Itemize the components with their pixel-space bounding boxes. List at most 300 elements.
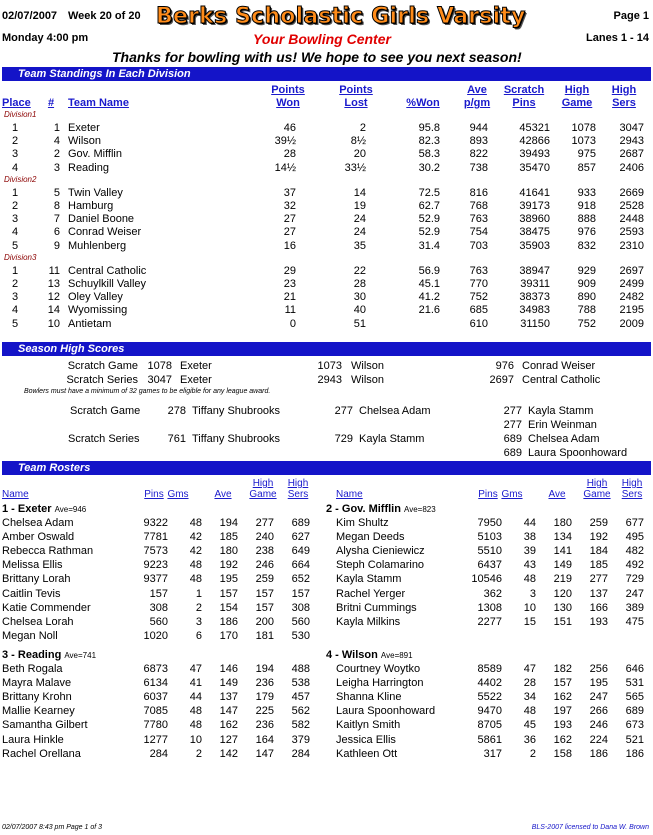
player-high-game: 157 xyxy=(255,601,274,614)
standings-row xyxy=(0,304,653,317)
player-high-series: 530 xyxy=(291,629,310,642)
player-high-series: 488 xyxy=(291,663,310,675)
standings-row xyxy=(0,278,653,291)
high-game: 832 xyxy=(577,239,596,252)
standings-row xyxy=(0,318,653,331)
team-number: 5 xyxy=(53,186,60,199)
player-high-series: 284 xyxy=(291,747,310,760)
high-value: 3047 xyxy=(147,374,172,386)
points-won: 46 xyxy=(283,122,296,134)
points-lost: 8½ xyxy=(350,135,366,148)
player-name: Kim Shultz xyxy=(336,517,389,529)
player-games: 2 xyxy=(529,747,536,760)
high-value: 976 xyxy=(495,360,514,372)
roster-col-high-series: High Sers xyxy=(287,478,309,500)
roster-player-row xyxy=(2,663,322,676)
standings-row xyxy=(0,187,653,200)
player-name: Melissa Ellis xyxy=(2,559,63,572)
roster-col-gms: Gms xyxy=(167,489,189,500)
player-games: 45 xyxy=(523,719,536,732)
roster-team-title xyxy=(2,649,96,661)
team-number: 14 xyxy=(47,304,60,317)
points-won: 32 xyxy=(283,200,296,212)
player-high-game: 240 xyxy=(255,531,274,544)
points-lost: 19 xyxy=(353,200,366,212)
player-average: 180 xyxy=(219,545,238,558)
player-pins: 10546 xyxy=(471,573,502,586)
place: 4 xyxy=(12,304,19,317)
player-games: 34 xyxy=(523,691,536,704)
player-pins: 6134 xyxy=(143,677,168,690)
average: 752 xyxy=(469,291,488,304)
col-header-team: Team Name xyxy=(68,97,129,109)
scratch-pins: 35470 xyxy=(519,161,550,174)
team-number: 11 xyxy=(48,264,60,277)
roster-player-row xyxy=(336,602,653,615)
season-high-section-title: Season High Scores xyxy=(18,343,125,355)
scratch-pins: 31150 xyxy=(520,317,550,330)
high-series: 2009 xyxy=(619,317,644,330)
player-high-series: 389 xyxy=(625,601,644,614)
player-name: Shanna Kline xyxy=(336,691,402,704)
ind-series-value: 689 xyxy=(503,433,522,445)
player-pins: 7781 xyxy=(143,531,168,544)
player-name: Mallie Kearney xyxy=(2,705,75,718)
col-header-num: # xyxy=(47,97,55,109)
team-high-row xyxy=(0,374,653,387)
player-high-series: 565 xyxy=(625,691,644,704)
player-name: Britni Cummings xyxy=(336,601,417,614)
player-name: Alysha Cieniewicz xyxy=(336,545,425,558)
high-value: 2943 xyxy=(317,374,342,386)
standings-row xyxy=(0,135,653,148)
ind-series-value: 689 xyxy=(503,447,522,459)
team-name: Conrad Weiser xyxy=(68,226,142,239)
pct-won: 21.6 xyxy=(418,304,440,317)
thanks-message: Thanks for bowling with us! We hope to see you next season! xyxy=(112,49,522,65)
player-pins: 317 xyxy=(483,747,502,760)
player-high-game: 184 xyxy=(589,545,608,558)
player-games: 15 xyxy=(523,615,536,628)
roster-player-row xyxy=(2,616,322,629)
player-high-series: 646 xyxy=(625,663,644,675)
player-games: 10 xyxy=(189,733,202,746)
player-average: 185 xyxy=(219,531,238,544)
player-average: 162 xyxy=(553,733,572,746)
player-high-game: 200 xyxy=(255,615,274,628)
player-average: 193 xyxy=(553,719,572,732)
roster-player-row xyxy=(336,545,653,558)
player-average: 162 xyxy=(219,719,238,732)
player-average: 162 xyxy=(553,691,572,704)
roster-col-pins: Pins xyxy=(478,489,498,500)
player-games: 48 xyxy=(523,705,536,718)
pct-won: 52.9 xyxy=(418,226,440,239)
player-high-series: 538 xyxy=(291,677,310,690)
player-pins: 6873 xyxy=(143,663,168,675)
high-team: Central Catholic xyxy=(522,374,601,386)
roster-player-row xyxy=(336,573,653,586)
roster-player-row xyxy=(2,559,322,572)
player-pins: 5103 xyxy=(477,531,502,544)
scratch-pins: 38373 xyxy=(519,291,550,304)
place: 1 xyxy=(12,264,19,277)
team-name: Wilson xyxy=(68,135,102,148)
team-number: 2 xyxy=(53,148,60,161)
team-name: Twin Valley xyxy=(68,186,123,199)
points-lost: 14 xyxy=(353,186,366,199)
scratch-pins: 38475 xyxy=(519,226,550,239)
player-high-series: 495 xyxy=(625,531,644,544)
player-pins: 1020 xyxy=(143,629,168,642)
player-high-game: 147 xyxy=(255,747,274,760)
player-name: Chelsea Lorah xyxy=(2,615,74,628)
roster-col-high-series: High Sers xyxy=(621,478,643,500)
standings-row xyxy=(0,148,653,161)
roster-player-row xyxy=(336,663,653,676)
roster-col-name: Name xyxy=(2,489,29,500)
team-name: Central Catholic xyxy=(68,264,147,277)
points-won: 14½ xyxy=(274,161,296,174)
player-high-game: 224 xyxy=(589,733,608,746)
player-name: Courtney Woytko xyxy=(336,663,421,675)
high-game: 857 xyxy=(577,161,596,174)
team-name: Schuylkill Valley xyxy=(68,278,147,290)
ind-series-bowler: Kayla Stamm xyxy=(359,433,425,445)
place: 1 xyxy=(12,122,19,134)
high-series: 2195 xyxy=(619,304,644,317)
scratch-pins: 39173 xyxy=(519,200,550,212)
high-game: 752 xyxy=(577,317,596,330)
player-high-game: 225 xyxy=(255,705,274,718)
player-pins: 362 xyxy=(483,587,502,600)
player-pins: 7780 xyxy=(143,719,168,732)
player-average: 142 xyxy=(219,747,238,760)
bowling-center-name: Your Bowling Center xyxy=(253,31,391,47)
roster-player-row xyxy=(336,531,653,544)
player-games: 48 xyxy=(189,559,202,572)
player-pins: 560 xyxy=(149,615,168,628)
player-high-game: 246 xyxy=(589,719,608,732)
high-series: 2482 xyxy=(619,291,644,304)
standings-row xyxy=(0,122,653,135)
player-high-series: 531 xyxy=(625,677,644,690)
scratch-pins: 42866 xyxy=(519,135,550,148)
player-high-series: 652 xyxy=(291,573,310,586)
ind-game-bowler: Kayla Stamm xyxy=(528,405,594,417)
high-series: 2669 xyxy=(619,186,644,199)
pct-won: 31.4 xyxy=(418,239,440,252)
high-team: Conrad Weiser xyxy=(522,360,596,372)
high-team: Exeter xyxy=(180,360,212,372)
player-games: 36 xyxy=(523,733,536,746)
league-title: Berks Scholastic Girls Varsity xyxy=(156,4,526,29)
col-header-scratch-pins: Scratch Pins xyxy=(503,84,545,109)
high-game: 918 xyxy=(577,200,596,212)
player-high-series: 664 xyxy=(291,559,310,572)
player-name: Steph Colamarino xyxy=(336,559,425,572)
high-game: 975 xyxy=(577,148,596,161)
points-won: 37 xyxy=(283,186,296,199)
place: 2 xyxy=(12,278,19,290)
player-name: Caitlin Tevis xyxy=(2,587,61,600)
division-label: Division3 xyxy=(4,252,37,262)
points-won: 28 xyxy=(283,148,296,161)
division-label: Division2 xyxy=(4,174,37,184)
roster-player-row xyxy=(336,734,653,747)
roster-player-row xyxy=(2,573,322,586)
roster-player-row xyxy=(336,677,653,690)
page-number: Page 1 xyxy=(613,10,649,22)
standings-section-title: Team Standings In Each Division xyxy=(18,68,191,80)
player-high-game: 185 xyxy=(589,559,608,572)
col-header-points-won: Points Won xyxy=(271,84,305,109)
roster-col-high-game: High Game xyxy=(249,478,277,500)
average: 768 xyxy=(469,200,488,212)
ind-series-label: Scratch Series xyxy=(68,433,140,445)
ind-game-bowler: Chelsea Adam xyxy=(359,405,431,417)
player-games: 10 xyxy=(523,601,536,614)
team-name: Wyomissing xyxy=(68,304,128,317)
place: 5 xyxy=(12,317,19,330)
ind-game-label: Scratch Game xyxy=(70,405,141,417)
points-won: 27 xyxy=(283,226,296,239)
ind-series-bowler: Laura Spoonhoward xyxy=(528,447,628,459)
season-high-section-bar xyxy=(2,342,651,356)
roster-player-row xyxy=(336,559,653,572)
player-high-series: 689 xyxy=(625,705,644,718)
player-pins: 157 xyxy=(149,587,168,600)
player-high-game: 238 xyxy=(255,545,274,558)
pct-won: 82.3 xyxy=(418,135,440,148)
high-series: 2943 xyxy=(619,135,644,148)
points-lost: 24 xyxy=(353,213,366,226)
scratch-pins: 41641 xyxy=(519,186,550,199)
player-high-series: 673 xyxy=(625,719,644,732)
rosters-section-title: Team Rosters xyxy=(18,462,91,474)
high-team: Wilson xyxy=(351,360,385,372)
team-number: 9 xyxy=(53,239,60,252)
ind-series-value: 729 xyxy=(334,433,353,445)
player-high-game: 266 xyxy=(589,705,608,718)
team-number: 3 xyxy=(53,161,60,174)
high-game: 1073 xyxy=(571,135,596,148)
player-name: Amber Oswald xyxy=(2,531,75,544)
team-number: 6 xyxy=(53,226,60,239)
player-high-series: 247 xyxy=(625,587,644,600)
standings-row xyxy=(0,162,653,175)
player-games: 39 xyxy=(523,545,536,558)
scratch-pins: 38947 xyxy=(519,264,550,277)
points-lost: 40 xyxy=(353,304,366,317)
player-high-game: 193 xyxy=(589,615,608,628)
player-average: 130 xyxy=(553,601,572,614)
high-value: 1073 xyxy=(317,360,342,372)
scratch-pins: 38960 xyxy=(519,213,550,226)
average: 763 xyxy=(469,264,488,277)
player-pins: 1277 xyxy=(143,733,168,746)
average: 944 xyxy=(469,122,488,134)
player-average: 134 xyxy=(553,531,572,544)
player-pins: 6037 xyxy=(143,691,168,704)
player-high-series: 560 xyxy=(291,615,310,628)
high-game: 788 xyxy=(577,304,596,317)
pct-won: 52.9 xyxy=(418,213,440,226)
ind-game-value: 277 xyxy=(334,405,353,417)
player-high-game: 246 xyxy=(255,559,274,572)
high-series: 2697 xyxy=(619,264,644,277)
player-name: Brittany Lorah xyxy=(2,573,71,586)
player-average: 192 xyxy=(219,559,238,572)
high-label: Scratch Series xyxy=(66,374,138,386)
roster-player-row xyxy=(336,517,653,530)
player-high-game: 259 xyxy=(589,517,608,529)
player-average: 158 xyxy=(553,747,572,760)
player-pins: 9223 xyxy=(143,559,168,572)
roster-player-row xyxy=(2,588,322,601)
roster-team-name: 1 - Exeter xyxy=(2,503,52,515)
player-high-game: 236 xyxy=(255,719,274,732)
high-series: 2310 xyxy=(619,239,644,252)
standings-row xyxy=(0,265,653,278)
player-high-series: 475 xyxy=(625,615,644,628)
week-label: Week 20 of 20 xyxy=(68,10,141,22)
roster-col-gms: Gms xyxy=(501,489,523,500)
player-high-series: 627 xyxy=(291,531,310,544)
eligibility-note: Bowlers must have a minimum of 32 games to be eligible for any league award. xyxy=(24,388,271,395)
high-team: Exeter xyxy=(180,374,212,386)
player-average: 149 xyxy=(219,677,238,690)
points-lost: 30 xyxy=(353,291,366,304)
points-won: 0 xyxy=(289,317,296,330)
player-high-game: 166 xyxy=(589,601,608,614)
roster-team-title xyxy=(2,503,86,515)
player-name: Rachel Orellana xyxy=(2,747,81,760)
player-high-game: 194 xyxy=(255,663,274,675)
player-games: 2 xyxy=(195,747,202,760)
place: 4 xyxy=(12,161,19,174)
player-average: 180 xyxy=(553,517,572,529)
place: 3 xyxy=(12,148,19,161)
player-average: 186 xyxy=(219,615,238,628)
average: 893 xyxy=(469,135,488,148)
roster-player-row xyxy=(2,691,322,704)
ind-game-value: 278 xyxy=(167,405,186,417)
ind-series-bowler: Tiffany Shubrooks xyxy=(192,433,281,445)
high-series: 2406 xyxy=(619,161,644,174)
player-name: Kathleen Ott xyxy=(336,747,398,760)
scratch-pins: 45321 xyxy=(519,122,550,134)
points-won: 29 xyxy=(283,264,296,277)
player-name: Mayra Malave xyxy=(2,677,72,690)
team-name: Oley Valley xyxy=(68,291,123,304)
player-high-game: 195 xyxy=(589,677,608,690)
player-pins: 2277 xyxy=(477,615,502,628)
place: 2 xyxy=(12,200,19,212)
high-game: 888 xyxy=(577,213,596,226)
team-number: 12 xyxy=(47,291,60,304)
player-name: Megan Noll xyxy=(2,629,58,642)
player-high-series: 157 xyxy=(291,587,310,600)
team-number: 10 xyxy=(47,317,60,330)
roster-team-average: Ave=741 xyxy=(64,651,97,660)
player-name: Leigha Harrington xyxy=(336,677,424,690)
team-name: Muhlenberg xyxy=(68,239,127,252)
player-pins: 6437 xyxy=(477,559,502,572)
ind-series-value: 761 xyxy=(167,433,186,445)
player-name: Kayla Stamm xyxy=(336,573,402,586)
scratch-pins: 39493 xyxy=(519,148,550,161)
player-name: Megan Deeds xyxy=(336,531,405,544)
team-name: Hamburg xyxy=(68,200,114,212)
roster-player-row xyxy=(336,719,653,732)
col-header-points-lost: Points Lost xyxy=(339,84,373,109)
average: 738 xyxy=(469,161,488,174)
points-lost: 22 xyxy=(353,264,366,277)
player-games: 6 xyxy=(195,629,202,642)
high-label: Scratch Game xyxy=(67,360,138,372)
points-lost: 35 xyxy=(353,239,366,252)
high-series: 2593 xyxy=(619,226,644,239)
player-games: 1 xyxy=(195,587,202,600)
player-high-game: 186 xyxy=(589,747,608,760)
average: 770 xyxy=(469,278,488,290)
team-name: Antietam xyxy=(68,317,112,330)
pct-won: 95.8 xyxy=(418,122,440,134)
points-lost: 28 xyxy=(353,278,366,290)
scratch-pins: 35903 xyxy=(519,239,550,252)
team-name: Daniel Boone xyxy=(68,213,135,226)
roster-col-high-game: High Game xyxy=(583,478,611,500)
average: 816 xyxy=(469,186,488,199)
roster-player-row xyxy=(2,545,322,558)
player-high-game: 192 xyxy=(589,531,608,544)
roster-player-row xyxy=(336,588,653,601)
average: 610 xyxy=(469,317,488,330)
player-average: 120 xyxy=(553,587,572,600)
player-pins: 5510 xyxy=(477,545,502,558)
player-pins: 9377 xyxy=(143,573,168,586)
high-game: 933 xyxy=(577,186,596,199)
place: 2 xyxy=(12,135,19,148)
place: 3 xyxy=(12,213,19,226)
player-games: 48 xyxy=(189,517,202,529)
roster-team-name: 4 - Wilson xyxy=(326,649,378,661)
player-average: 195 xyxy=(219,573,238,586)
ind-game-value: 277 xyxy=(503,405,522,417)
player-high-series: 308 xyxy=(291,601,310,614)
roster-team-name: 3 - Reading xyxy=(2,649,62,661)
points-won: 39½ xyxy=(274,135,296,148)
col-header-pct-won: %Won xyxy=(406,97,440,109)
roster-player-row xyxy=(336,691,653,704)
team-high-row xyxy=(0,360,653,373)
player-high-game: 277 xyxy=(255,517,274,529)
team-name: Reading xyxy=(68,161,109,174)
ind-game-value: 277 xyxy=(503,419,522,431)
points-lost: 20 xyxy=(353,148,366,161)
player-high-game: 164 xyxy=(255,733,274,746)
player-average: 157 xyxy=(219,587,238,600)
roster-team-average: Ave=891 xyxy=(380,651,413,660)
roster-player-row xyxy=(2,602,322,615)
place: 5 xyxy=(12,239,19,252)
player-high-game: 157 xyxy=(255,587,274,600)
player-average: 194 xyxy=(219,517,238,529)
ind-game-bowler: Erin Weinman xyxy=(528,419,597,431)
pct-won: 72.5 xyxy=(418,186,440,199)
player-games: 28 xyxy=(523,677,536,690)
